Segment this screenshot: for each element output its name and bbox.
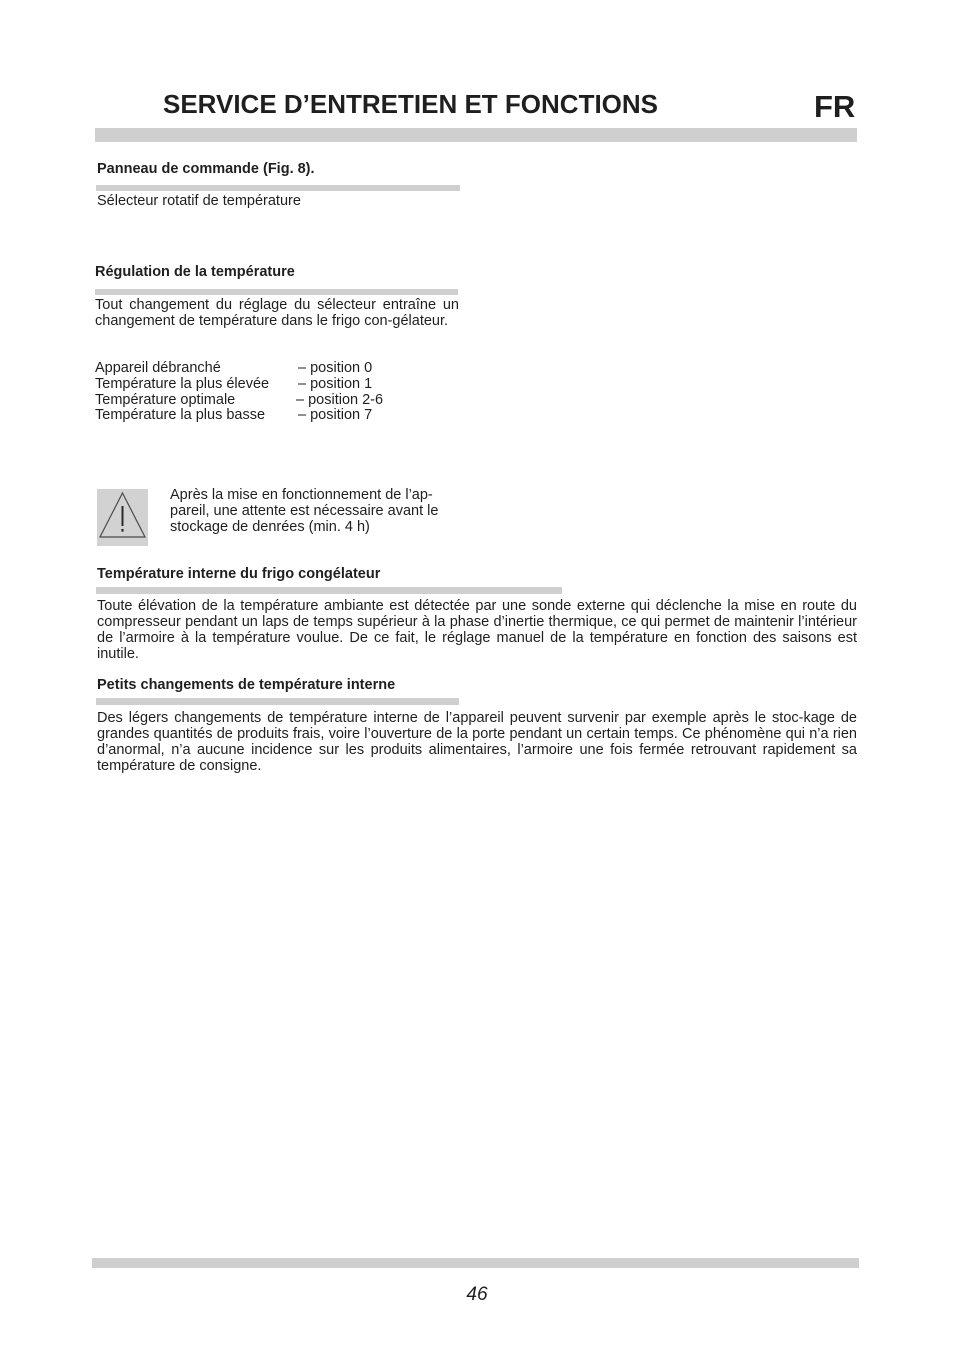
position-label: Température la plus élevée xyxy=(95,375,270,392)
position-value: – position 7 xyxy=(298,407,373,424)
page-title: SERVICE D’ENTRETIEN ET FONCTIONS xyxy=(163,89,659,119)
regulation-heading-rule xyxy=(95,289,458,295)
position-row xyxy=(95,377,383,393)
internal-heading: Température interne du frigo congélateur xyxy=(97,566,381,582)
panel-item: Sélecteur rotatif de température xyxy=(97,193,301,209)
position-value: – position 0 xyxy=(298,360,373,376)
position-row xyxy=(95,393,383,409)
warning-triangle-icon xyxy=(97,489,148,546)
warning-text: Après la mise en fonctionnement de l’ap-pareil, une attente est nécessaire avant le stockage de denrées (min. 4 h) xyxy=(170,487,439,535)
small-changes-heading-rule xyxy=(96,698,459,705)
header-rule xyxy=(95,128,857,142)
panel-heading-rule xyxy=(96,185,460,191)
position-list xyxy=(95,361,383,424)
language-code: FR xyxy=(814,89,856,124)
page-number: 46 xyxy=(466,1284,488,1305)
position-label: Appareil débranché xyxy=(95,360,221,376)
small-changes-text: Des légers changements de température interne de l’appareil peuvent survenir par exemple après le stoc-kage de grandes quantités de produits frais, voire l’ouverture de la porte pendant un certain temps. Ce phénomène qui n’a rien d’anormal, n’a aucune incidence sur les produits alimentaires, l’armoire une fois fermée retrouvant rapidement sa température de consigne. xyxy=(97,710,857,774)
position-label: Température optimale xyxy=(95,391,236,408)
internal-text: Toute élévation de la température ambiante est détectée par une sonde externe qui déclenche la mise en route du compresseur pendant un laps de temps supérieur à la phase d’inertie thermique, ce qui permet de maintenir l’intérieur de l’armoire à la température voulue. De ce fait, le réglage manuel de la température en fonction des saisons est inutile. xyxy=(97,598,857,662)
internal-heading-rule xyxy=(96,587,562,594)
position-value: – position 1 xyxy=(298,375,373,392)
panel-heading: Panneau de commande (Fig. 8). xyxy=(97,161,315,177)
regulation-heading: Régulation de la température xyxy=(95,264,295,280)
position-row xyxy=(95,408,383,424)
small-changes-heading: Petits changements de température interne xyxy=(97,677,396,693)
position-label: Température la plus basse xyxy=(95,407,266,424)
footer-rule xyxy=(92,1258,859,1268)
position-row xyxy=(95,361,383,377)
position-value: – position 2-6 xyxy=(296,391,384,408)
regulation-intro: Tout changement du réglage du sélecteur entraîne un changement de température dans le frigo con-gélateur. xyxy=(95,297,459,329)
